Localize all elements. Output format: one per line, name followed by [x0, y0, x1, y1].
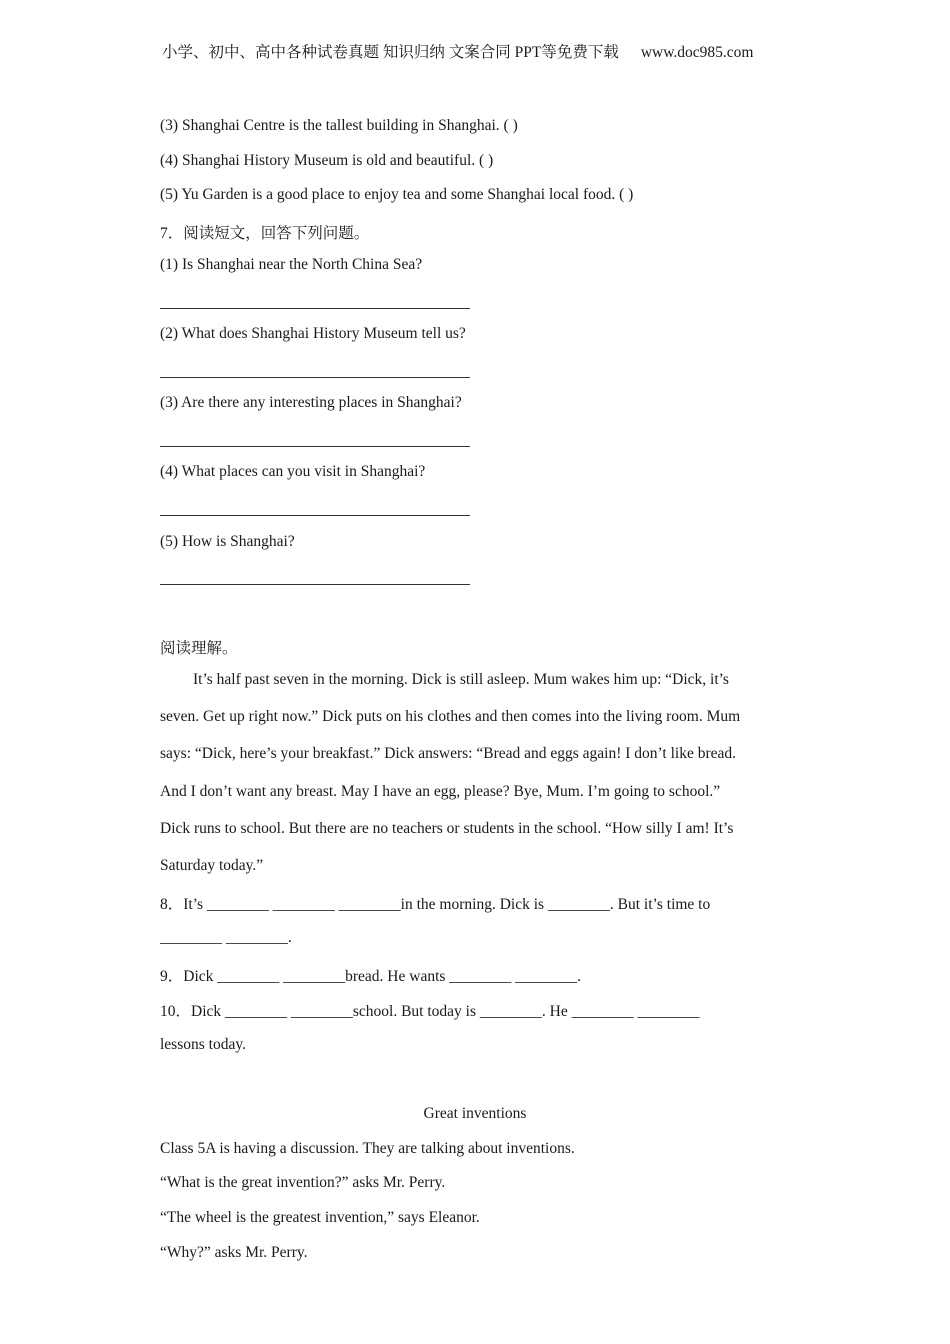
judge-item-3: (3) Shanghai Centre is the tallest building in Shanghai. ( ): [160, 117, 518, 134]
q7-question-4: (4) What places can you visit in Shanghai?: [160, 463, 426, 480]
passage-line: It’s half past seven in the morning. Dick is still asleep. Mum wakes him up: “Dick, it’s: [193, 671, 729, 688]
inventions-line: “Why?” asks Mr. Perry.: [160, 1244, 308, 1261]
q7-answer-line-2[interactable]: [160, 377, 470, 378]
q7-question-5: (5) How is Shanghai?: [160, 533, 295, 550]
q7-question-2: (2) What does Shanghai History Museum tell us?: [160, 325, 466, 342]
q7-answer-line-4[interactable]: [160, 515, 470, 516]
q9-line: 9．Dick ________ ________bread. He wants ________ ________.: [160, 968, 582, 985]
passage-line: Saturday today.”: [160, 857, 264, 874]
q8-line-1: 8．It’s ________ ________ ________in the morning. Dick is ________. But it’s time to: [160, 896, 711, 913]
q7-question-1: (1) Is Shanghai near the North China Sea?: [160, 256, 423, 273]
q7-answer-line-3[interactable]: [160, 446, 470, 447]
passage-line: Dick runs to school. But there are no teachers or students in the school. “How silly I am! It’s: [160, 820, 734, 837]
q7-answer-line-5[interactable]: [160, 584, 470, 585]
q8-line-2: ________ ________.: [160, 929, 292, 946]
judge-item-5: (5) Yu Garden is a good place to enjoy tea and some Shanghai local food. ( ): [160, 186, 634, 203]
q10-line-1: 10．Dick ________ ________school. But today is ________. He ________ ________: [160, 1003, 700, 1020]
header-site[interactable]: www.doc985.com: [640, 44, 754, 61]
page-header: [162, 40, 753, 62]
passage-line: seven. Get up right now.” Dick puts on his clothes and then comes into the living room. Mum: [160, 708, 741, 725]
header-title: 小学、初中、高中各种试卷真题 知识归纳 文案合同 PPT等免费下载: [162, 44, 619, 61]
reading-heading: 阅读理解。: [160, 640, 238, 657]
inventions-line: Class 5A is having a discussion. They are talking about inventions.: [160, 1140, 575, 1157]
inventions-line: “What is the great invention?” asks Mr. Perry.: [160, 1174, 446, 1191]
q7-answer-line-1[interactable]: [160, 308, 470, 309]
q10-line-2: lessons today.: [160, 1036, 246, 1053]
judge-item-4: (4) Shanghai History Museum is old and beautiful. ( ): [160, 152, 494, 169]
q7-question-3: (3) Are there any interesting places in Shanghai?: [160, 394, 462, 411]
q7-title: 7．阅读短文，回答下列问题。: [160, 225, 370, 242]
passage-line: says: “Dick, here’s your breakfast.” Dick answers: “Bread and eggs again! I don’t like bread.: [160, 745, 737, 762]
inventions-title: Great inventions: [423, 1105, 527, 1122]
inventions-line: “The wheel is the greatest invention,” says Eleanor.: [160, 1209, 480, 1226]
passage-line: And I don’t want any breast. May I have an egg, please? Bye, Mum. I’m going to school.”: [160, 783, 721, 800]
